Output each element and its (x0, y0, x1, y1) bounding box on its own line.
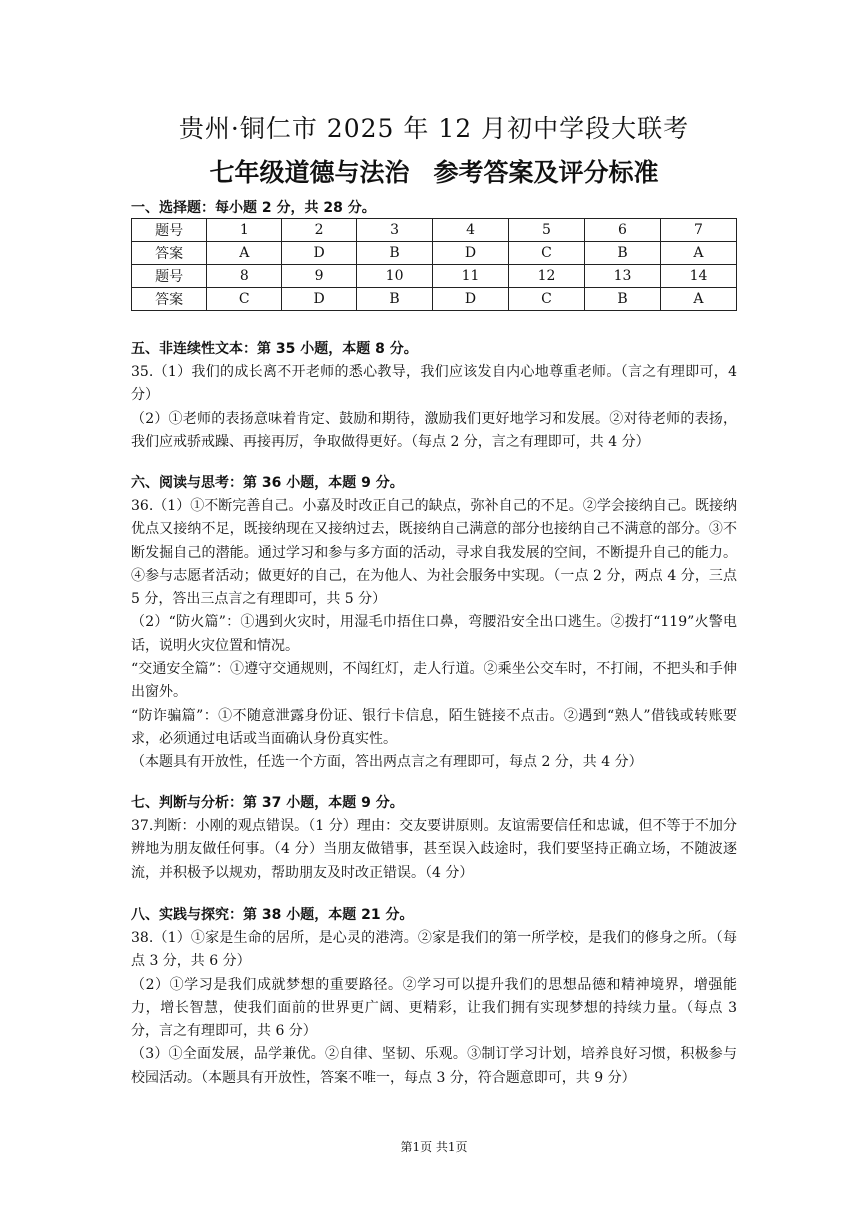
section-8-body (131, 927, 737, 1090)
answer-paragraph: （3）①全面发展，品学兼优。②自律、坚韧、乐观。③制订学习计划，培养良好习惯，积极参与校园活动。（本题具有开放性，答案不唯一，每点 3 分，符合题意即可，共 9 分） (131, 1046, 737, 1086)
table-cell: C (509, 288, 585, 311)
table-cell: A (207, 242, 282, 265)
section-5-heading: 五、非连续性文本：第 35 小题，本题 8 分。 (131, 341, 418, 357)
table-cell: 12 (509, 265, 585, 288)
answer-paragraph: 38.（1）①家是生命的居所，是心灵的港湾。②家是我们的第一所学校，是我们的修身之所。（每点 3 分，共 6 分） (131, 930, 737, 970)
table-row (132, 242, 737, 265)
table-cell: 9 (282, 265, 357, 288)
table-cell: 14 (660, 265, 736, 288)
table-cell: 1 (207, 219, 282, 242)
table-cell: C (207, 288, 282, 311)
table-cell: C (509, 242, 585, 265)
answer-table (131, 218, 737, 311)
table-cell: B (357, 288, 433, 311)
answer-paragraph: （2）“防火篇”：①遇到火灾时，用湿毛巾捂住口鼻，弯腰沿安全出口逃生。②拨打“119”火警电话，说明火灾位置和情况。 (131, 614, 737, 654)
subject-label: 七年级道德与法治 (209, 158, 410, 187)
table-cell: 11 (433, 265, 509, 288)
table-cell: 8 (207, 265, 282, 288)
table-cell: B (585, 242, 661, 265)
answer-key-label: 参考答案及评分标准 (433, 158, 659, 187)
section-6-heading: 六、阅读与思考：第 36 小题，本题 9 分。 (131, 475, 404, 491)
page-footer: 第1页 共1页 (400, 1140, 468, 1154)
answer-paragraph: 37.判断：小刚的观点错误。（1 分）理由：交友要讲原则。友谊需要信任和忠诚，但不等于不加分辨地为朋友做任何事。（4 分）当朋友做错事，甚至误入歧途时，我们要坚持正确立场，不随波逐流，并积极予以规劝，帮助朋友及时改正错误。（4 分） (131, 818, 737, 881)
table-cell: 题号 (132, 265, 207, 288)
table-row (132, 288, 737, 311)
answer-paragraph: 35.（1）我们的成长离不开老师的悉心教导，我们应该发自内心地尊重老师。（言之有理即可，4 分） (131, 364, 737, 404)
table-cell: 答案 (132, 242, 207, 265)
table-cell: 6 (585, 219, 661, 242)
section-1-heading: 一、选择题：每小题 2 分，共 28 分。 (131, 200, 376, 216)
table-row (132, 219, 737, 242)
section-5-body (131, 361, 737, 454)
table-cell: 2 (282, 219, 357, 242)
table-cell: 4 (433, 219, 509, 242)
answer-paragraph: “防诈骗篇”：①不随意泄露身份证、银行卡信息，陌生链接不点击。②遇到“熟人”借钱或转账要求，必须通过电话或当面确认身份真实性。 (131, 707, 737, 747)
table-cell: A (660, 242, 736, 265)
answer-paragraph: “交通安全篇”：①遵守交通规则，不闯红灯，走人行道。②乘坐公交车时，不打闹，不把头和手伸出窗外。 (131, 661, 737, 701)
table-cell: 13 (585, 265, 661, 288)
answer-paragraph: （本题具有开放性，任选一个方面，答出两点言之有理即可，每点 2 分，共 4 分） (131, 754, 643, 771)
answer-paragraph: （2）①学习是我们成就梦想的重要路径。②学习可以提升我们的思想品德和精神境界，增强能力，增长智慧，使我们面前的世界更广阔、更精彩，让我们拥有实现梦想的持续力量。（每点 3 分，言之有理即可，共 6 分） (131, 976, 737, 1040)
table-cell: 7 (660, 219, 736, 242)
table-cell: 5 (509, 219, 585, 242)
table-cell: 3 (357, 219, 433, 242)
table-cell: D (282, 288, 357, 311)
section-7-body (131, 815, 737, 885)
exam-subtitle (0, 156, 868, 190)
answer-paragraph: （2）①老师的表扬意味着肯定、鼓励和期待，激励我们更好地学习和发展。②对待老师的表扬，我们应戒骄戒躁、再接再厉，争取做得更好。（每点 2 分，言之有理即可，共 4 分） (131, 410, 737, 450)
table-cell: D (433, 288, 509, 311)
table-cell: A (660, 288, 736, 311)
table-cell: B (585, 288, 661, 311)
table-row (132, 265, 737, 288)
table-cell: B (357, 242, 433, 265)
table-cell: 10 (357, 265, 433, 288)
table-cell: D (282, 242, 357, 265)
table-cell: 答案 (132, 288, 207, 311)
table-cell: 题号 (132, 219, 207, 242)
answer-paragraph: 36.（1）①不断完善自己。小嘉及时改正自己的缺点，弥补自己的不足。②学会接纳自己。既接纳优点又接纳不足，既接纳现在又接纳过去，既接纳自己满意的部分也接纳自己不满意的部分。③不断发掘自己的潜能。通过学习和参与多方面的活动，寻求自我发展的空间，不断提升自己的能力。④参与志愿者活动；做更好的自己，在为他人、为社会服务中实现。（一点 2 分，两点 4 分，三点 5 分，答出三点言之有理即可，共 5 分） (131, 498, 737, 608)
section-6-body (131, 495, 737, 775)
exam-title: 贵州·铜仁市 2025 年 12 月初中学段大联考 (178, 114, 690, 143)
section-7-heading: 七、判断与分析：第 37 小题，本题 9 分。 (131, 795, 404, 811)
section-8-heading: 八、实践与探究：第 38 小题，本题 21 分。 (131, 907, 414, 923)
table-cell: D (433, 242, 509, 265)
